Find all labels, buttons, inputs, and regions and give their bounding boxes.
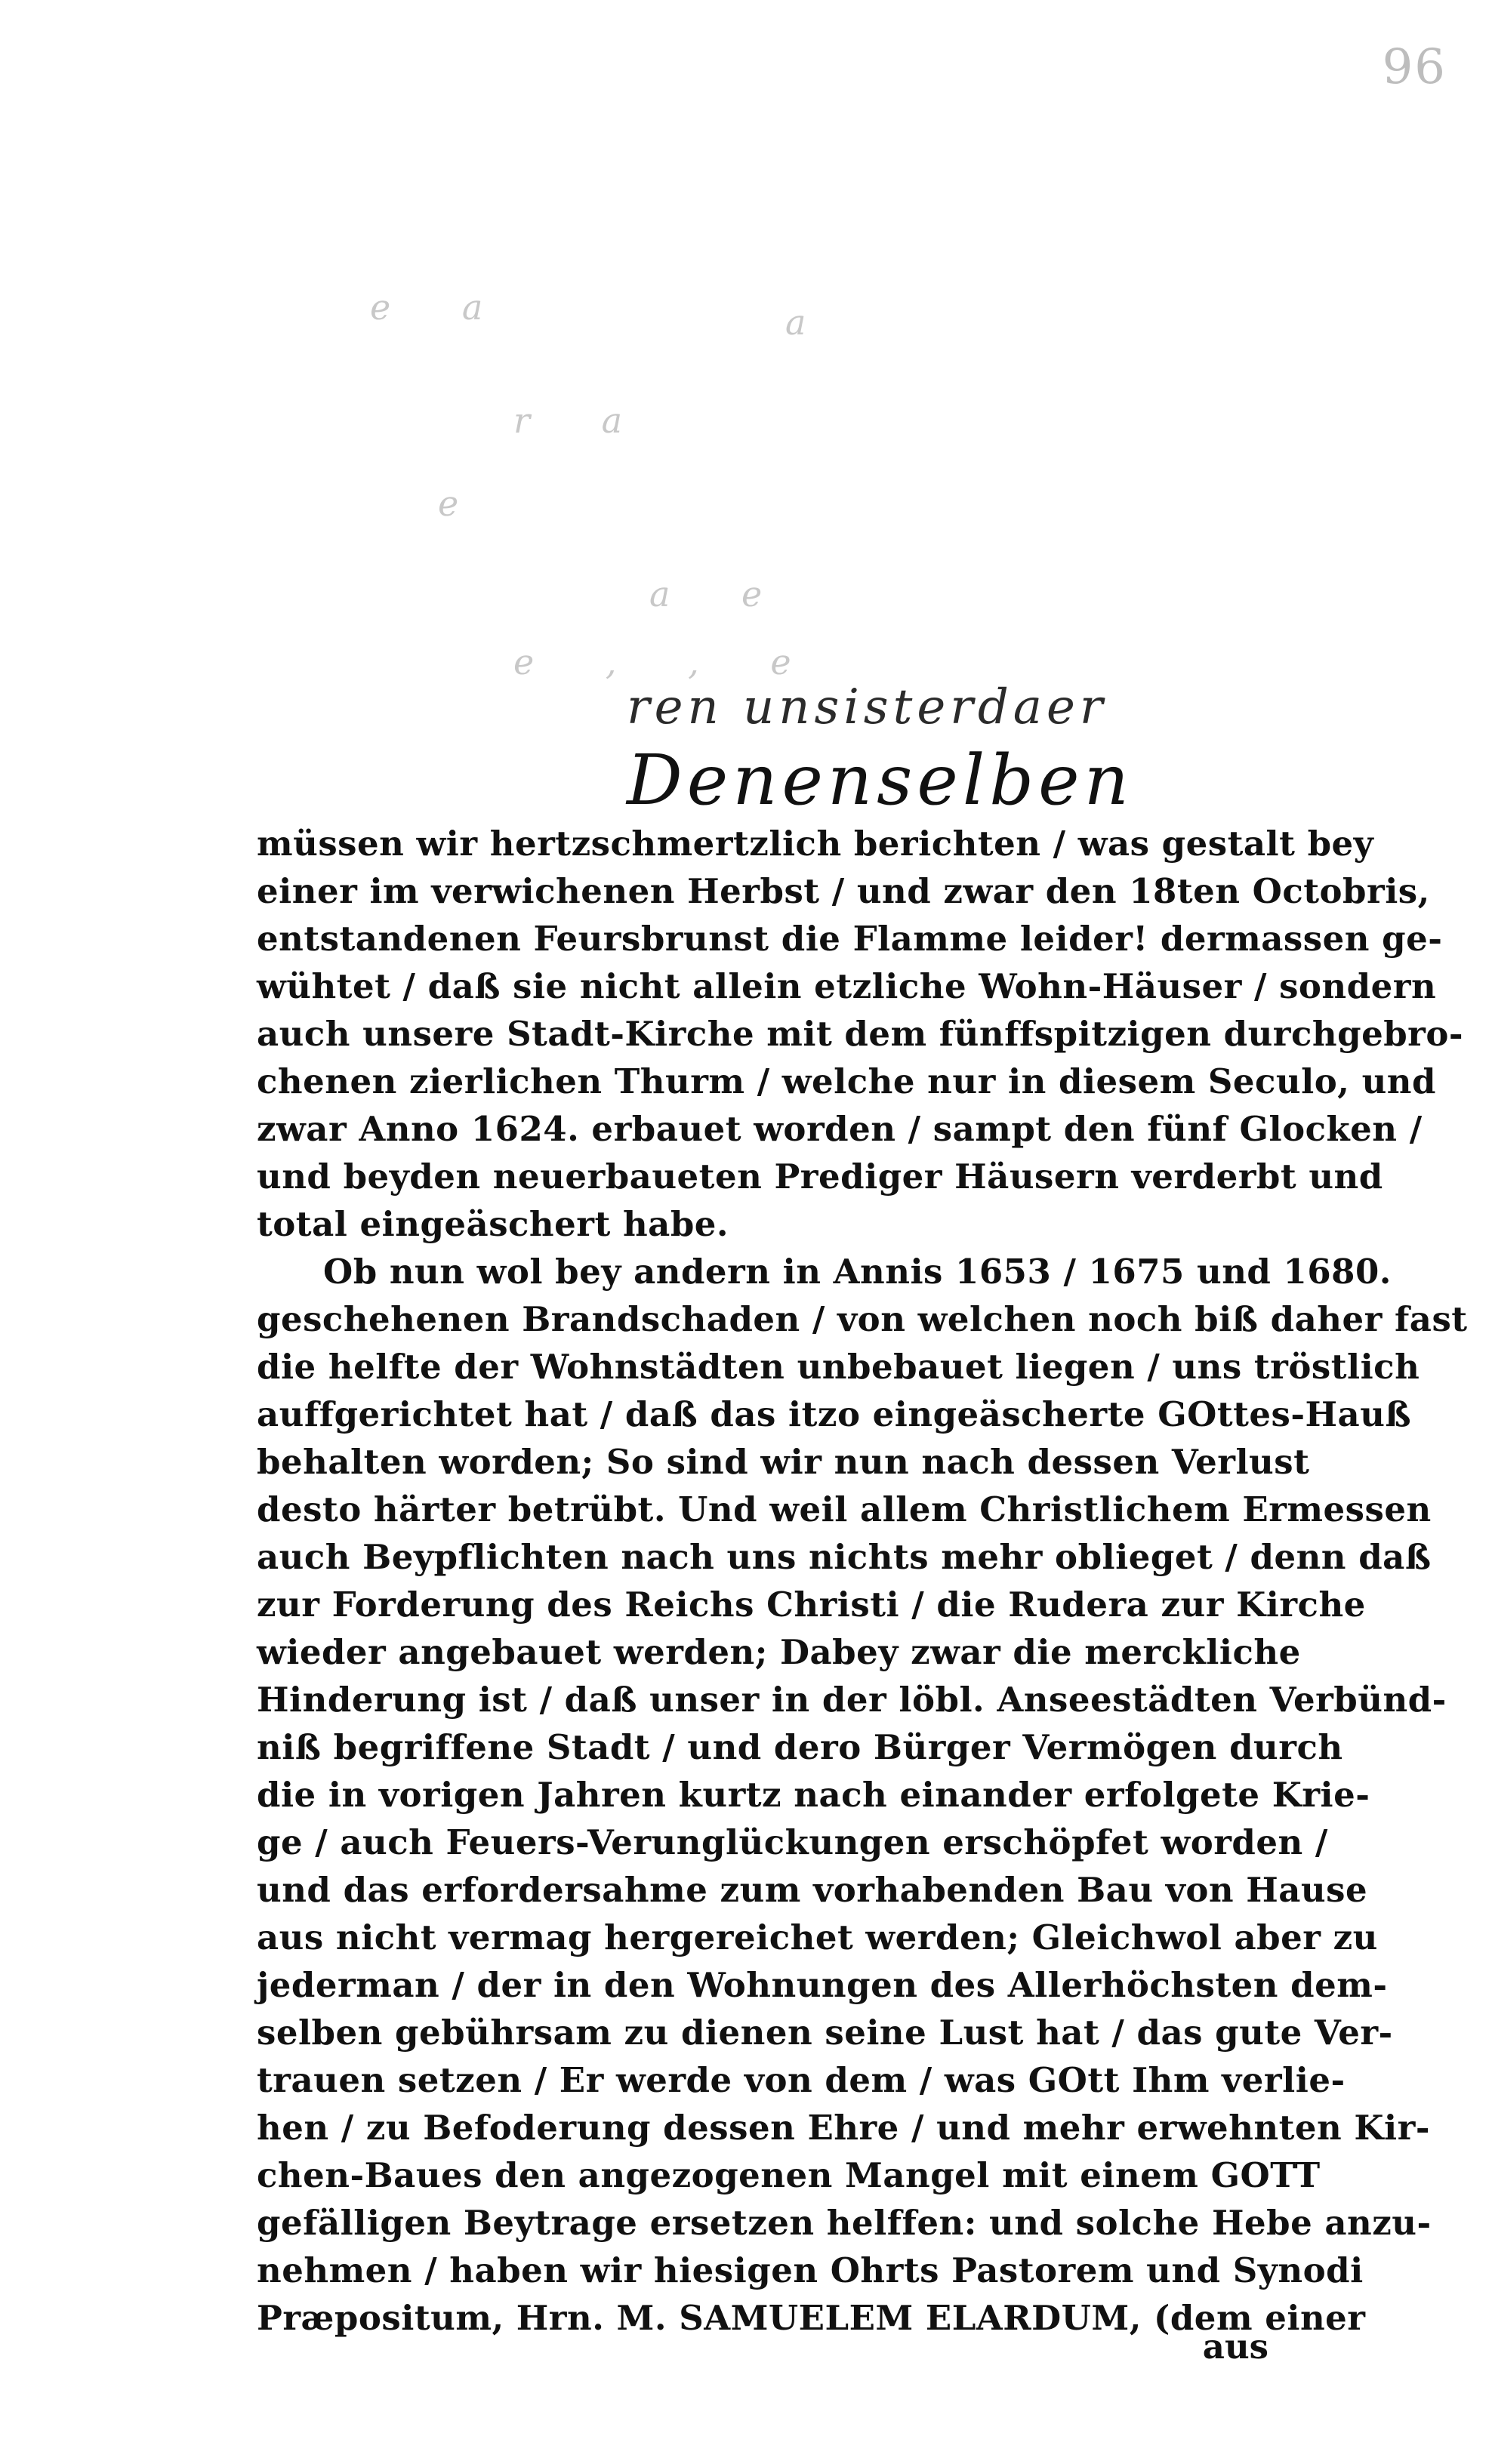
text-line: gefälligen Beytrage ersetzen helffen: und solche Hebe anzu-	[257, 2203, 1432, 2243]
faded-line: e a	[370, 287, 513, 328]
catchword: aus	[1202, 2327, 1269, 2367]
text-line: geschehenen Brandschaden / von welchen noch biß daher fast	[257, 1299, 1468, 1339]
faded-line: a	[785, 302, 837, 343]
text-line: auch unsere Stadt-Kirche mit dem fünffspitzigen durchgebro-	[257, 1014, 1464, 1054]
text-line: zwar Anno 1624. erbauet worden / sampt den fünf Glocken /	[257, 1109, 1423, 1149]
text-line: einer im verwichenen Herbst / und zwar den 18ten Octobris,	[257, 871, 1430, 911]
text-line: niß begriffene Stadt / und dero Bürger Vermögen durch	[257, 1727, 1343, 1767]
text-line: aus nicht vermag hergereichet werden; Gleichwol aber zu	[257, 1917, 1378, 1957]
text-line: jederman / der in den Wohnungen des Allerhöchsten dem-	[257, 1965, 1388, 2005]
text-line: müssen wir hertzschmertzlich berichten / was gestalt bey	[257, 824, 1374, 864]
text-line: total eingeäschert habe.	[257, 1204, 729, 1244]
text-line: desto härter betrübt. Und weil allem Christlichem Ermessen	[257, 1489, 1432, 1529]
text-line: die in vorigen Jahren kurtz nach einander erfolgete Krie-	[257, 1775, 1370, 1815]
text-line: chenen zierlichen Thurm / welche nur in diesem Seculo, und	[257, 1061, 1436, 1101]
text-line: wieder angebauet werden; Dabey zwar die merckliche	[257, 1632, 1301, 1672]
text-line: selben gebührsam zu dienen seine Lust hat / das gute Ver-	[257, 2013, 1393, 2053]
text-line: auffgerichtet hat / daß das itzo eingeäscherte GOttes-Hauß	[257, 1394, 1412, 1434]
faded-line: r a	[513, 400, 653, 441]
faded-line: e	[438, 483, 489, 524]
text-line: nehmen / haben wir hiesigen Ohrts Pastorem und Synodi	[257, 2250, 1364, 2290]
text-line: entstandenen Feursbrunst die Flamme leider! dermassen ge-	[257, 919, 1443, 959]
text-line: Ob nun wol bey andern in Annis 1653 / 1675 und 1680.	[323, 1252, 1392, 1292]
text-line: hen / zu Befoderung dessen Ehre / und mehr erwehnten Kir-	[257, 2108, 1431, 2148]
text-line: chen-Baues den angezogenen Mangel mit einem GOTT	[257, 2155, 1321, 2195]
text-line: behalten worden; So sind wir nun nach dessen Verlust	[257, 1442, 1310, 1482]
text-line: ge / auch Feuers-Verunglückungen erschöpfet worden /	[257, 1822, 1328, 1862]
text-line: die helfte der Wohnstädten unbebauet liegen / uns tröstlich	[257, 1347, 1420, 1387]
body-text	[257, 820, 1468, 2342]
page-number: 96	[1382, 39, 1447, 95]
text-line: und beyden neuerbaueten Prediger Häusern verderbt und	[257, 1157, 1383, 1197]
faded-line: a e	[649, 574, 793, 614]
faded-line: e , , e	[513, 642, 822, 682]
text-line: auch Beypflichten nach uns nichts mehr oblieget / denn daß	[257, 1537, 1432, 1577]
handwritten-line: ren unsisterdaer	[627, 679, 1108, 735]
handwritten-word: Denenselben	[627, 740, 1133, 821]
text-line: trauen setzen / Er werde von dem / was GOtt Ihm verlie-	[257, 2060, 1346, 2100]
faded-crossed-out-text	[362, 287, 1231, 710]
text-line: wühtet / daß sie nicht allein etzliche Wohn-Häuser / sondern	[257, 966, 1437, 1006]
text-line: zur Forderung des Reichs Christi / die Rudera zur Kirche	[257, 1585, 1366, 1625]
text-line: Hinderung ist / daß unser in der löbl. Anseestädten Verbünd-	[257, 1680, 1447, 1720]
text-line: und das erfordersahme zum vorhabenden Bau von Hause	[257, 1870, 1368, 1910]
text-line: Præpositum, Hrn. M. SAMUELEM ELARDUM, (dem einer	[257, 2298, 1366, 2338]
